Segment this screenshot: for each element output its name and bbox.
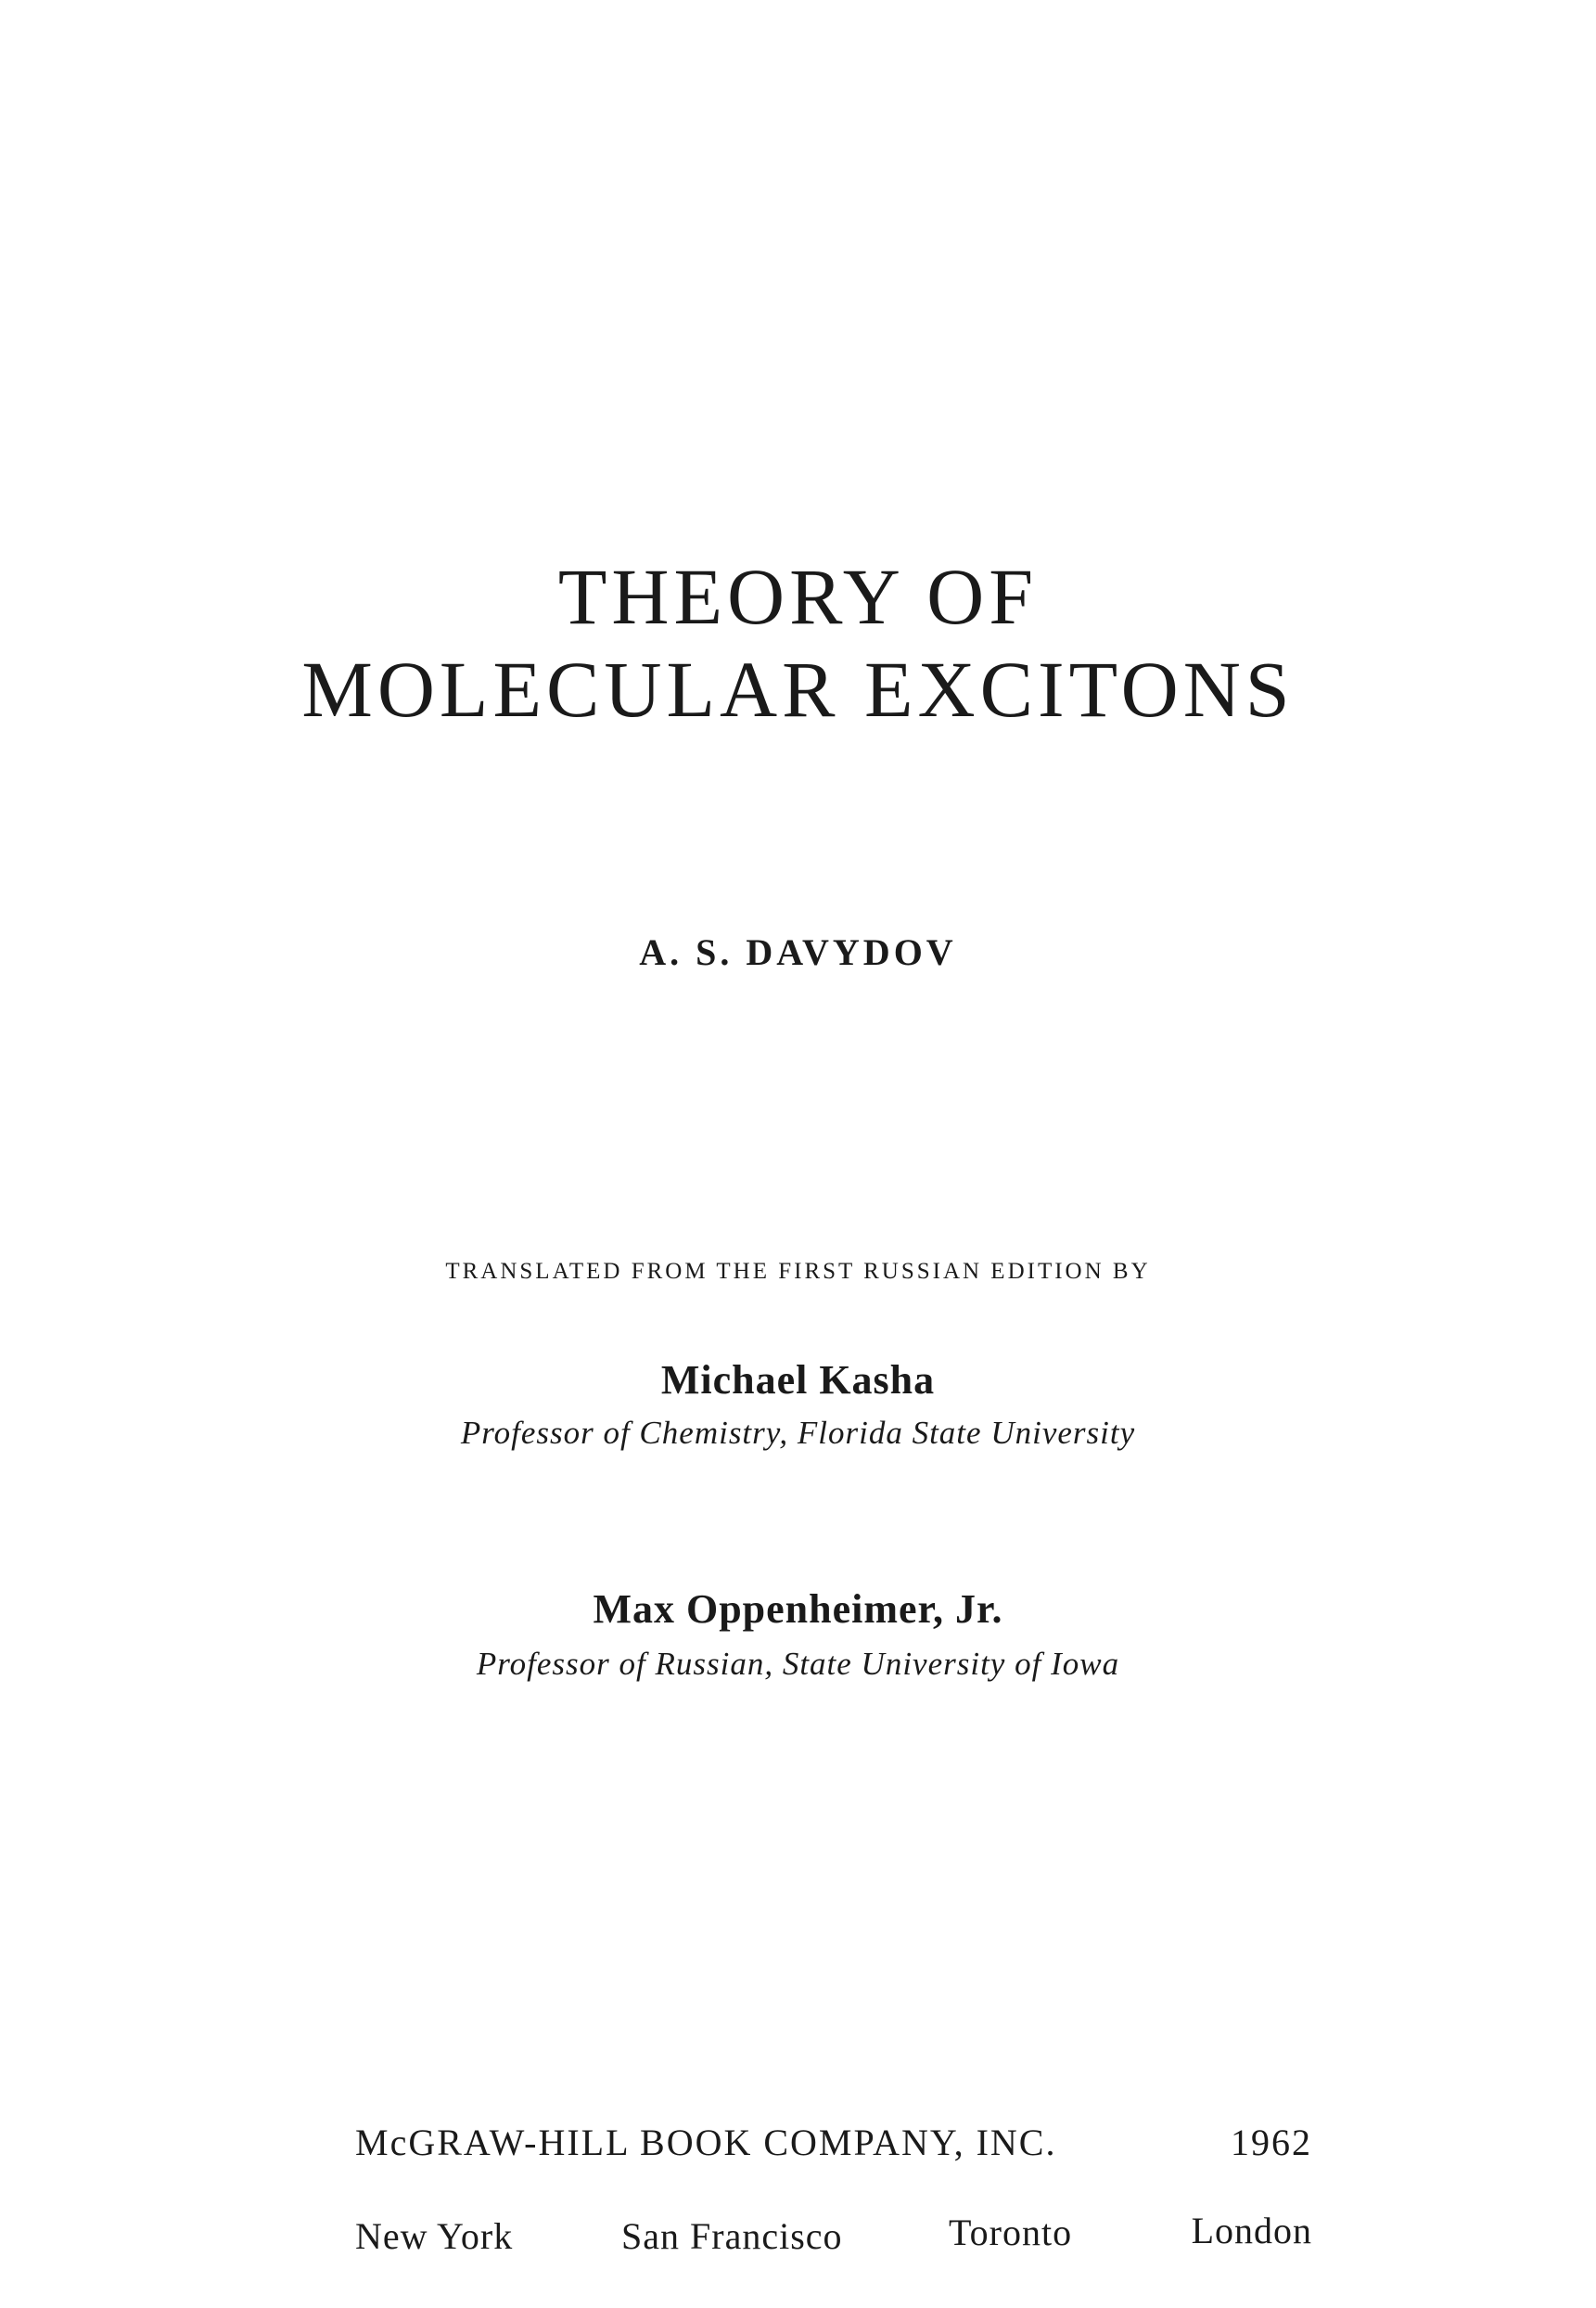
city-toronto: Toronto [949, 2212, 1073, 2253]
book-title-line-2: MOLECULAR EXCITONS [301, 645, 1295, 734]
city-london: London [1191, 2210, 1312, 2251]
author-name: A. S. DAVYDOV [639, 931, 957, 973]
translator-name: Michael Kasha [660, 1357, 936, 1403]
book-title-line-1: THEORY OF [557, 552, 1039, 641]
city-new-york: New York [355, 2215, 514, 2257]
publisher-name: McGRAW-HILL BOOK COMPANY, INC. [355, 2122, 1057, 2163]
translator-affiliation: Professor of Russian, State University of Iowa [476, 1646, 1120, 1682]
translator-name: Max Oppenheimer, Jr. [593, 1586, 1003, 1632]
translated-by-label: TRANSLATED FROM THE FIRST RUSSIAN EDITION BY [445, 1259, 1151, 1284]
publication-year: 1962 [1231, 2122, 1312, 2163]
translator-affiliation: Professor of Chemistry, Florida State University [460, 1415, 1136, 1451]
city-san-francisco: San Francisco [621, 2215, 843, 2257]
